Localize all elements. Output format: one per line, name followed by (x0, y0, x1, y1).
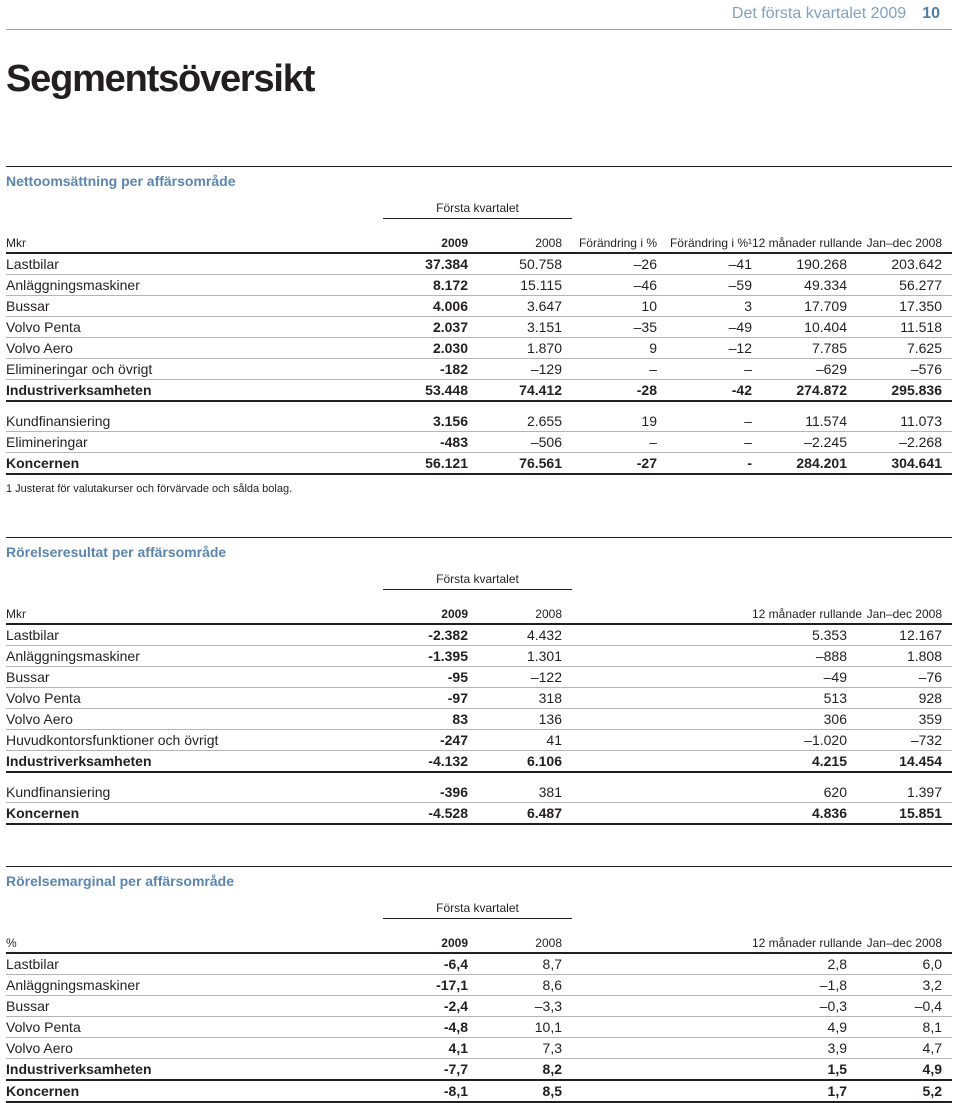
cell-value: 2.037 (432, 319, 468, 335)
row-label: Industriverksamheten (6, 1061, 152, 1077)
sales-section-title: Nettoomsättning per affärsområde (6, 166, 952, 197)
row-label: Bussar (6, 669, 50, 685)
column-header: Jan–dec 2008 (866, 236, 942, 250)
cell-value: 50.758 (519, 256, 562, 272)
column-header: 12 månader rullande (752, 236, 863, 250)
column-header: 12 månader rullande (752, 936, 863, 950)
cell-value: 295.836 (891, 382, 942, 398)
empty-cell (657, 730, 752, 750)
cell-value: 8.172 (432, 277, 468, 293)
cell-value: –3,3 (534, 998, 562, 1014)
cell-value: –888 (815, 648, 847, 664)
row-label: Volvo Penta (6, 690, 81, 706)
page-number: 10 (922, 5, 940, 22)
cell-value: –59 (728, 277, 752, 293)
row-label: Koncernen (6, 805, 80, 821)
table-row (6, 275, 952, 296)
empty-cell (657, 709, 752, 729)
cell-value: –0,4 (914, 998, 942, 1014)
empty-cell (562, 1081, 657, 1101)
cell-value: -2,4 (443, 998, 468, 1014)
table-row (6, 709, 952, 730)
table-row (6, 803, 952, 825)
column-header: % (6, 936, 17, 950)
row-label: Industriverksamheten (6, 382, 152, 398)
table-row (6, 380, 952, 402)
cell-value: 3,9 (827, 1040, 847, 1056)
cell-value: -27 (636, 455, 657, 471)
column-header: Jan–dec 2008 (866, 607, 942, 621)
cell-value: 928 (918, 690, 942, 706)
column-header: Mkr (6, 236, 26, 250)
cell-value: 56.277 (899, 277, 942, 293)
cell-value: 284.201 (796, 455, 847, 471)
column-header: Mkr (6, 607, 26, 621)
cell-value: 41 (546, 732, 562, 748)
table-row (6, 317, 952, 338)
column-header: Förändring i % (578, 236, 657, 250)
cell-value: 9 (649, 340, 657, 356)
cell-value: 5.353 (811, 627, 847, 643)
document-title: Det första kvartalet 2009 (731, 5, 907, 22)
operating-income-section (6, 537, 952, 825)
cell-value: –1.020 (804, 732, 847, 748)
cell-value: 1,7 (827, 1083, 847, 1099)
row-label: Lastbilar (6, 256, 59, 272)
table-row (6, 296, 952, 317)
cell-value: 4,1 (448, 1040, 468, 1056)
cell-value: –2.245 (804, 434, 847, 450)
empty-cell (562, 667, 657, 687)
cell-value: 4.432 (526, 627, 562, 643)
cell-value: 11.574 (805, 413, 847, 429)
row-label: Volvo Aero (6, 1040, 73, 1056)
cell-value: 10 (641, 298, 657, 314)
table-row (6, 453, 952, 475)
cell-value: -4.132 (428, 753, 468, 769)
column-header: 2009 (441, 607, 468, 621)
column-header: 2008 (535, 936, 562, 950)
cell-value: 11.518 (900, 319, 942, 335)
column-header: 2009 (441, 236, 468, 250)
cell-value: –629 (815, 361, 847, 377)
table-row (6, 338, 952, 359)
sales-header-row (6, 220, 952, 254)
empty-cell (562, 975, 657, 995)
cell-value: 8,2 (542, 1061, 562, 1077)
cell-value: 83 (452, 711, 468, 727)
cell-value: 8,5 (542, 1083, 562, 1099)
cell-value: 3,2 (922, 977, 942, 993)
column-header: 12 månader rullande (752, 607, 863, 621)
cell-value: -4,8 (443, 1019, 468, 1035)
cell-value: 2,8 (827, 956, 847, 972)
operating-margin-section (6, 866, 952, 1103)
table-row (6, 730, 952, 751)
cell-value: 4.006 (432, 298, 468, 314)
cell-value: –0,3 (819, 998, 847, 1014)
cell-value: 7,3 (542, 1040, 562, 1056)
cell-value: –41 (728, 256, 752, 272)
table-row (6, 1017, 952, 1038)
cell-value: –122 (530, 669, 562, 685)
cell-value: 203.642 (891, 256, 942, 272)
cell-value: -483 (439, 434, 468, 450)
cell-value: -97 (447, 690, 468, 706)
empty-cell (562, 709, 657, 729)
cell-value: 2.655 (526, 413, 562, 429)
column-header: 2009 (441, 936, 468, 950)
cell-value: - (747, 455, 752, 471)
empty-cell (657, 975, 752, 995)
cell-value: 3 (744, 298, 752, 314)
row-label: Volvo Penta (6, 1019, 81, 1035)
empty-cell (657, 782, 752, 802)
cell-value: 7.625 (906, 340, 942, 356)
empty-cell (657, 954, 752, 974)
empty-cell (657, 667, 752, 687)
table-row (6, 411, 952, 432)
table-row (6, 667, 952, 688)
cell-value: – (744, 413, 752, 429)
cell-value: 6.487 (526, 805, 562, 821)
empty-cell (657, 1038, 752, 1058)
cell-value: 318 (538, 690, 562, 706)
cell-value: 12.167 (899, 627, 942, 643)
cell-value: 4,9 (922, 1061, 942, 1077)
empty-cell (657, 803, 752, 823)
cell-value: 8,6 (542, 977, 562, 993)
cell-value: 190.268 (796, 256, 847, 272)
row-label: Bussar (6, 298, 50, 314)
cell-value: -1.395 (428, 648, 468, 664)
row-label: Anläggningsmaskiner (6, 277, 140, 293)
page-title: Segmentsöversikt (6, 58, 315, 100)
cell-value: 6.106 (526, 753, 562, 769)
sales-footnote: 1 Justerat för valutakurser och förvärvade och sålda bolag. (6, 483, 293, 495)
table-row (6, 625, 952, 646)
cell-value: –506 (530, 434, 562, 450)
cell-value: 381 (538, 784, 562, 800)
row-label: Anläggningsmaskiner (6, 648, 140, 664)
cell-value: 15.851 (899, 805, 942, 821)
operating-margin-header-row (6, 920, 952, 954)
row-label: Elimineringar (6, 434, 88, 450)
cell-value: 4.215 (811, 753, 847, 769)
operating-margin-super-header: Första kvartalet (6, 897, 952, 920)
cell-value: -8,1 (443, 1083, 468, 1099)
cell-value: -247 (439, 732, 468, 748)
cell-value: 15.115 (520, 277, 562, 293)
cell-value: -4.528 (428, 805, 468, 821)
cell-value: – (649, 361, 657, 377)
cell-value: 17.709 (804, 298, 847, 314)
cell-value: 2.030 (432, 340, 468, 356)
cell-value: 1.870 (526, 340, 562, 356)
cell-value: -95 (447, 669, 468, 685)
sales-super-header: Första kvartalet (6, 197, 952, 220)
cell-value: -17,1 (436, 977, 468, 993)
cell-value: 5,2 (922, 1083, 942, 1099)
table-row (6, 688, 952, 709)
cell-value: 53.448 (425, 382, 468, 398)
cell-value: 76.561 (519, 455, 562, 471)
empty-cell (562, 646, 657, 666)
cell-value: 359 (918, 711, 942, 727)
cell-value: -396 (439, 784, 468, 800)
empty-cell (562, 954, 657, 974)
empty-cell (657, 1059, 752, 1079)
empty-cell (657, 751, 752, 771)
cell-value: 306 (823, 711, 847, 727)
row-label: Huvudkontorsfunktioner och övrigt (6, 732, 219, 748)
cell-value: 19 (641, 413, 657, 429)
cell-value: 620 (823, 784, 847, 800)
table-row (6, 1059, 952, 1081)
table-row (6, 782, 952, 803)
cell-value: –732 (910, 732, 942, 748)
empty-cell (657, 1081, 752, 1101)
cell-value: – (744, 434, 752, 450)
cell-value: 8,1 (922, 1019, 942, 1035)
cell-value: –2.268 (899, 434, 942, 450)
empty-cell (562, 996, 657, 1016)
cell-value: –35 (633, 319, 657, 335)
operating-margin-table-body (6, 954, 952, 1103)
table-row (6, 975, 952, 996)
empty-cell (562, 1038, 657, 1058)
cell-value: – (744, 361, 752, 377)
cell-value: -2.382 (428, 627, 468, 643)
row-label: Koncernen (6, 1083, 80, 1099)
table-row (6, 646, 952, 667)
empty-cell (562, 625, 657, 645)
cell-value: 49.334 (804, 277, 847, 293)
cell-value: 136 (538, 711, 562, 727)
cell-value: 56.121 (425, 455, 468, 471)
cell-value: 4,9 (827, 1019, 847, 1035)
row-label: Lastbilar (6, 627, 59, 643)
table-row (6, 1081, 952, 1103)
operating-income-section-title: Rörelseresultat per affärsområde (6, 537, 952, 568)
cell-value: 274.872 (796, 382, 847, 398)
page-header (6, 0, 952, 30)
operating-income-super-header: Första kvartalet (6, 568, 952, 591)
cell-value: –49 (728, 319, 752, 335)
cell-value: 37.384 (425, 256, 468, 272)
sales-section (6, 166, 952, 495)
cell-value: –46 (633, 277, 657, 293)
empty-cell (562, 730, 657, 750)
table-row (6, 359, 952, 380)
cell-value: –1,8 (819, 977, 847, 993)
cell-value: 10.404 (804, 319, 847, 335)
empty-cell (562, 782, 657, 802)
cell-value: -182 (439, 361, 468, 377)
row-label: Anläggningsmaskiner (6, 977, 140, 993)
cell-value: 3.151 (526, 319, 562, 335)
row-label: Elimineringar och övrigt (6, 361, 153, 377)
cell-value: 304.641 (891, 455, 942, 471)
cell-value: –76 (918, 669, 942, 685)
cell-value: –12 (728, 340, 752, 356)
table-row (6, 432, 952, 453)
sales-table-body (6, 254, 952, 475)
cell-value: 10,1 (534, 1019, 562, 1035)
row-label: Bussar (6, 998, 50, 1014)
cell-value: 8,7 (542, 956, 562, 972)
cell-value: 7.785 (811, 340, 847, 356)
operating-income-header-row (6, 591, 952, 625)
empty-cell (657, 625, 752, 645)
cell-value: 74.412 (519, 382, 562, 398)
row-label: Lastbilar (6, 956, 59, 972)
cell-value: – (649, 434, 657, 450)
row-label: Volvo Aero (6, 340, 73, 356)
empty-cell (657, 996, 752, 1016)
row-label: Volvo Penta (6, 319, 81, 335)
column-header: Jan–dec 2008 (866, 936, 942, 950)
row-label: Kundfinansiering (6, 784, 111, 800)
cell-value: –49 (823, 669, 847, 685)
empty-cell (562, 751, 657, 771)
cell-value: –576 (910, 361, 942, 377)
row-label: Volvo Aero (6, 711, 73, 727)
cell-value: -28 (636, 382, 657, 398)
table-row (6, 996, 952, 1017)
cell-value: 1.808 (906, 648, 942, 664)
column-header: Förändring i %¹ (669, 236, 752, 250)
empty-cell (562, 1017, 657, 1037)
cell-value: -6,4 (443, 956, 468, 972)
cell-value: 3.647 (526, 298, 562, 314)
empty-cell (562, 688, 657, 708)
empty-cell (562, 1059, 657, 1079)
cell-value: 17.350 (899, 298, 942, 314)
table-row (6, 751, 952, 773)
cell-value: 4,7 (922, 1040, 942, 1056)
operating-income-table-body (6, 625, 952, 825)
column-header: 2008 (535, 607, 562, 621)
cell-value: -42 (731, 382, 752, 398)
cell-value: -7,7 (443, 1061, 468, 1077)
cell-value: –26 (633, 256, 657, 272)
row-label: Industriverksamheten (6, 753, 152, 769)
cell-value: 6,0 (922, 956, 942, 972)
row-label: Koncernen (6, 455, 80, 471)
table-row (6, 954, 952, 975)
empty-cell (657, 646, 752, 666)
empty-cell (562, 803, 657, 823)
empty-cell (657, 688, 752, 708)
cell-value: –129 (530, 361, 562, 377)
operating-margin-section-title: Rörelsemarginal per affärsområde (6, 866, 952, 897)
empty-cell (657, 1017, 752, 1037)
cell-value: 1.397 (906, 784, 942, 800)
row-label: Kundfinansiering (6, 413, 111, 429)
cell-value: 4.836 (811, 805, 847, 821)
table-row (6, 254, 952, 275)
table-row (6, 1038, 952, 1059)
column-header: 2008 (535, 236, 562, 250)
cell-value: 14.454 (899, 753, 942, 769)
cell-value: 1.301 (526, 648, 562, 664)
cell-value: 1,5 (827, 1061, 847, 1077)
cell-value: 3.156 (432, 413, 468, 429)
cell-value: 513 (823, 690, 847, 706)
cell-value: 11.073 (900, 413, 942, 429)
